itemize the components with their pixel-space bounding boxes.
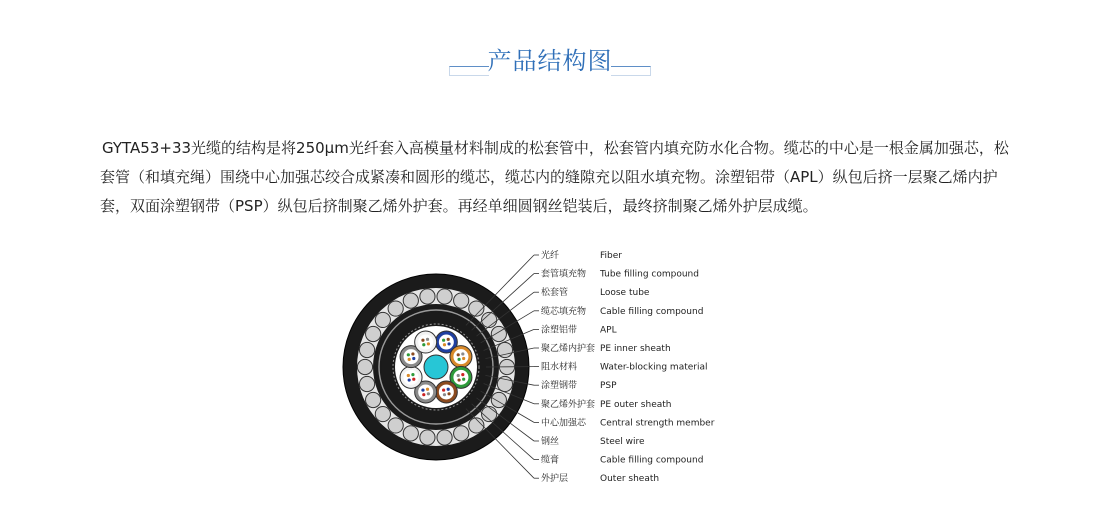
label-en: Fiber [600, 251, 622, 261]
fiber [412, 357, 415, 360]
fiber [442, 388, 445, 391]
label-cn: 松套管 [541, 288, 569, 299]
steel-wire [454, 293, 469, 308]
fiber [426, 388, 429, 391]
fiber [408, 378, 411, 381]
steel-wire [388, 418, 403, 433]
steel-wire [403, 426, 418, 441]
label-cn: 缆芯填充物 [541, 306, 587, 317]
fiber [443, 393, 446, 396]
label-cn: 钢丝 [541, 437, 560, 447]
fiber [427, 392, 430, 395]
tube-filling [418, 384, 433, 399]
fiber [457, 374, 460, 377]
fiber [411, 352, 414, 355]
fiber [422, 343, 425, 346]
tube-filling [453, 349, 468, 364]
steel-wire [357, 359, 372, 374]
fiber [443, 343, 446, 346]
central-strength-member [424, 355, 448, 379]
steel-wire [359, 342, 374, 357]
tube-filling [404, 370, 419, 385]
label-cn: 涂塑铝带 [541, 325, 578, 336]
steel-wire [388, 301, 403, 316]
label-cn: 聚乙烯外护套 [541, 399, 596, 410]
label-cn: 中心加强芯 [541, 418, 587, 429]
steel-wire [420, 289, 435, 304]
label-en: PE outer sheath [600, 399, 672, 410]
fiber [462, 357, 465, 360]
callout-labels [466, 249, 715, 484]
fiber [422, 393, 425, 396]
fiber [461, 352, 464, 355]
steel-wire [359, 376, 374, 391]
label-en: Cable filling compound [600, 455, 704, 466]
fiber [411, 373, 414, 376]
fiber [421, 388, 424, 391]
label-en: APL [600, 325, 617, 336]
tube-filling [418, 335, 433, 350]
label-cn: 聚乙烯内护套 [541, 344, 596, 354]
fiber [457, 353, 460, 356]
label-cn: 缆膏 [541, 455, 560, 466]
label-en: Tube filling compound [600, 269, 699, 280]
label-cn: 光纤 [541, 251, 560, 261]
steel-wire [366, 326, 381, 341]
fiber [461, 373, 464, 376]
steel-wire [437, 430, 452, 445]
tube-filling [439, 335, 454, 350]
label-en: Cable filling compound [600, 306, 704, 317]
fiber [407, 353, 410, 356]
fiber [442, 339, 445, 342]
label-cn: 外护层 [541, 474, 569, 485]
steel-wire [497, 376, 512, 391]
steel-wire [454, 426, 469, 441]
label-en: PSP [600, 381, 617, 392]
label-cn: 涂塑钢带 [541, 381, 578, 392]
steel-wire [437, 289, 452, 304]
fiber [447, 342, 450, 345]
fiber [447, 338, 450, 341]
steel-wire [403, 293, 418, 308]
fiber [462, 378, 465, 381]
fiber [407, 374, 410, 377]
steel-wire [375, 312, 390, 327]
steel-wire [420, 430, 435, 445]
tube-filling [404, 349, 419, 364]
fiber [447, 392, 450, 395]
label-en: Steel wire [600, 437, 645, 447]
fiber [408, 358, 411, 361]
label-en: Loose tube [600, 288, 650, 299]
page-title: 产品结构图 [487, 47, 613, 75]
label-en: PE inner sheath [600, 344, 671, 354]
fiber [426, 338, 429, 341]
fiber [457, 378, 460, 381]
label-en: Outer sheath [600, 474, 660, 485]
fiber [427, 342, 430, 345]
steel-wire [469, 418, 484, 433]
fiber [457, 358, 460, 361]
steel-wire [375, 406, 390, 421]
label-en: Water-blocking material [600, 362, 708, 373]
label-cn: 套管填充物 [541, 269, 587, 280]
steel-wire [366, 392, 381, 407]
fiber [412, 378, 415, 381]
label-cn: 阻水材料 [541, 362, 578, 373]
fiber [447, 388, 450, 391]
tube-filling [453, 370, 468, 385]
fiber [421, 339, 424, 342]
tube-filling [439, 384, 454, 399]
label-en: Central strength member [600, 418, 715, 429]
product-description: GYTA53+33光缆的结构是将250μm光纤套入高模量材料制成的松套管中，松套管内填充防水化合物。缆芯的中心是一根金属加强芯，松套管（和填充绳）围绕中心加强芯绞合成紧凑和圆形的缆芯，缆芯内的缝隙充以阻水填充物。涂塑铝带（APL）纵包后挤一层聚乙烯内护套，双面涂塑钢带（PSP）纵包后挤制聚乙烯外护套。再经单细圆钢丝铠装后，最终挤制聚乙烯外护层成缆。 [100, 139, 1009, 215]
